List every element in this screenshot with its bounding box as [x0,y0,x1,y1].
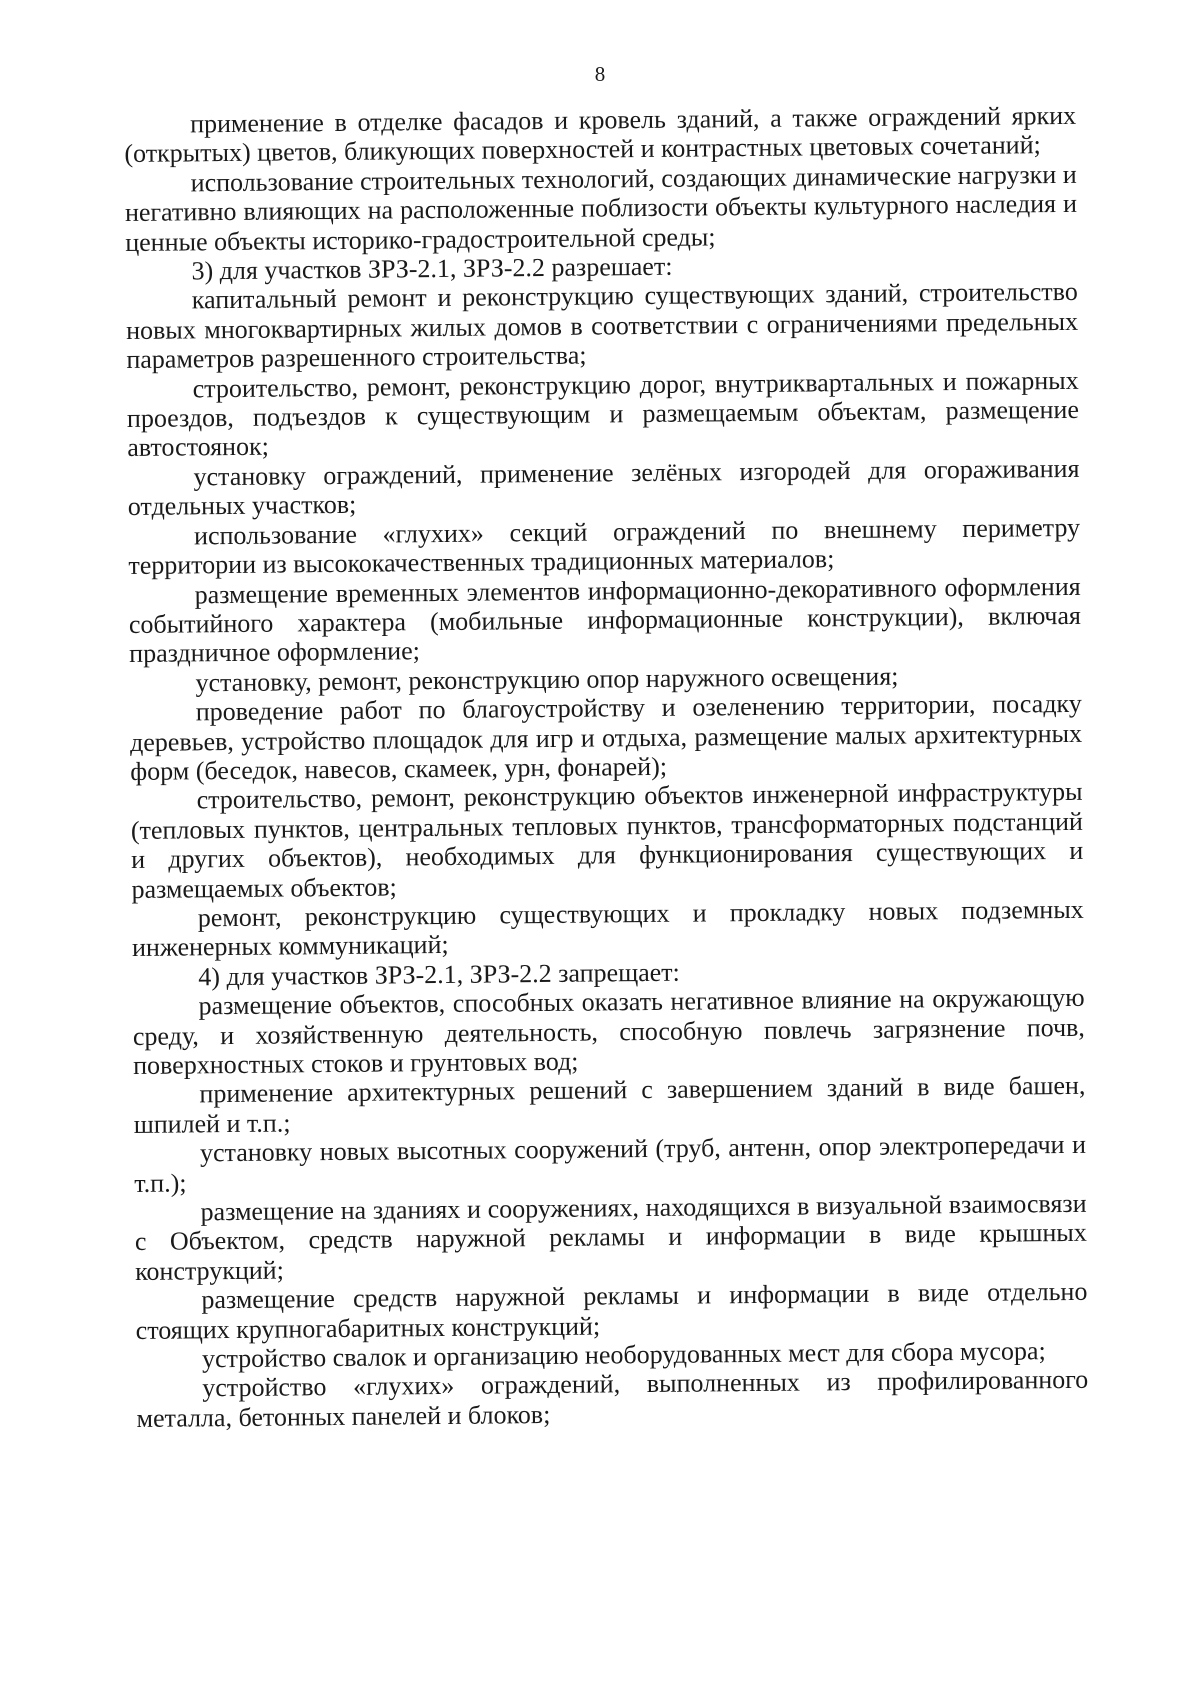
paragraph: проведение работ по благоустройству и озеленению территории, посадку деревьев, устройство площадок для игр и отдыха, размещение малых архитектурных форм (беседок, навесов, скамеек, урн, фонарей); [129,688,1083,786]
paragraph: устройство «глухих» ограждений, выполненных из профилированного металла, бетонных панелей и блоков; [136,1365,1089,1433]
paragraph: 4) для участков ЗРЗ-2.1, ЗРЗ-2.2 запрещает: [198,957,680,992]
paragraph: использование строительных технологий, создающих динамические нагрузки и негативно влияющих на расположенные поблизости объекты культурного наследия и ценные объекты историко-градостроительной среды; [124,159,1078,257]
paragraph: строительство, ремонт, реконструкцию объектов инженерной инфраструктуры (тепловых пунктов, центральных тепловых пунктов, трансформаторных подстанций и других объектов), необходимых для функционирования существующих и размещаемых объектов; [130,777,1084,904]
paragraph: использование «глухих» секций ограждений по внешнему периметру территории из высококачественных традиционных материалов; [128,512,1081,581]
paragraph: установку новых высотных сооружений (труб, антенн, опор электропередачи и т.п.); [134,1130,1087,1198]
paragraph: установку ограждений, применение зелёных изгородей для огораживания отдельных участков; [127,453,1080,522]
paragraph: применение в отделке фасадов и кровель зданий, а также ограждений ярких (открытых) цветов, бликующих поверхностей и контрастных цветовых сочетаний; [124,100,1077,169]
paragraph: размещение средств наружной рекламы и информации в виде отдельно стоящих крупногабаритных конструкций; [135,1277,1088,1345]
paragraph: размещение объектов, способных оказать негативное влияние на окружающую среду, и хозяйственную деятельность, способную повлечь загрязнение почв, поверхностных стоков и грунтовых вод; [132,983,1085,1080]
document-body [124,101,1089,1433]
paragraph: размещение временных элементов информационно-декоративного оформления событийного характера (мобильные информационные конструкции), включая праздничное оформление; [128,571,1082,669]
paragraph: устройство свалок и организацию необорудованных мест для сбора мусора; [201,1336,1046,1374]
page-number: 8 [594,62,606,86]
paragraph: применение архитектурных решений с завершением зданий в виде башен, шпилей и т.п.; [133,1071,1086,1139]
paragraph: капитальный ремонт и реконструкцию существующих зданий, строительство новых многоквартирных жилых домов в соответствии с ограничениями предельных параметров разрешенного строительства; [125,277,1079,375]
paragraph: размещение на зданиях и сооружениях, находящихся в визуальной взаимосвязи с Объектом, средств наружной рекламы и информации в виде крышных конструкций; [134,1188,1087,1286]
paragraph: 3) для участков ЗРЗ-2.1, ЗРЗ-2.2 разрешает: [191,251,673,286]
paragraph: ремонт, реконструкцию существующих и прокладку новых подземных инженерных коммуникаций; [131,894,1084,963]
paragraph: установку, ремонт, реконструкцию опор наружного освещения; [195,661,899,698]
paragraph: строительство, ремонт, реконструкцию дорог, внутриквартальных и пожарных проездов, подъездов к существующим и размещаемым объектам, размещение автостоянок; [126,365,1080,463]
